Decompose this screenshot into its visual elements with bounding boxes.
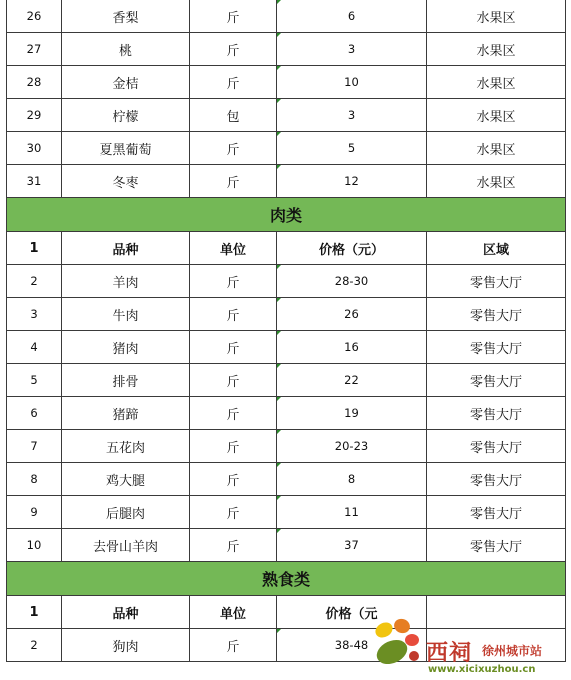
cell-no[interactable]: 4 <box>6 331 61 363</box>
table-row <box>6 265 566 298</box>
table-header-row <box>6 232 566 265</box>
cell-no[interactable]: 8 <box>6 463 61 495</box>
cell-name[interactable]: 猪蹄 <box>61 397 189 429</box>
cell-name[interactable]: 牛肉 <box>61 298 189 330</box>
table-row <box>6 463 566 496</box>
cell-price[interactable]: 8 <box>276 463 426 495</box>
cell-name[interactable]: 狗肉 <box>61 629 189 661</box>
cell-no[interactable]: 5 <box>6 364 61 396</box>
watermark <box>368 612 568 680</box>
cell-no[interactable]: 28 <box>6 66 61 98</box>
cell-name[interactable]: 冬枣 <box>61 165 189 197</box>
cell-area[interactable]: 水果区 <box>426 132 566 164</box>
cell-area[interactable]: 水果区 <box>426 66 566 98</box>
cell-name[interactable]: 后腿肉 <box>61 496 189 528</box>
cell-area[interactable]: 零售大厅 <box>426 496 566 528</box>
cell-no[interactable]: 1 <box>6 596 61 628</box>
cell-unit[interactable]: 斤 <box>189 33 276 65</box>
cell-name[interactable]: 香梨 <box>61 0 189 32</box>
cell-name[interactable]: 桃 <box>61 33 189 65</box>
cell-name[interactable]: 夏黑葡萄 <box>61 132 189 164</box>
table-row <box>6 529 566 562</box>
cell-price[interactable]: 价格（元） <box>276 232 426 264</box>
cell-unit[interactable]: 斤 <box>189 397 276 429</box>
section-title-cooked: 熟食类 <box>6 562 566 596</box>
cell-unit[interactable]: 斤 <box>189 0 276 32</box>
cell-no[interactable]: 6 <box>6 397 61 429</box>
cell-area[interactable]: 零售大厅 <box>426 265 566 297</box>
cell-name[interactable]: 羊肉 <box>61 265 189 297</box>
cell-price[interactable]: 12 <box>276 165 426 197</box>
cell-no[interactable]: 2 <box>6 265 61 297</box>
cell-price[interactable]: 3 <box>276 99 426 131</box>
cell-price[interactable]: 20-23 <box>276 430 426 462</box>
cell-price[interactable]: 10 <box>276 66 426 98</box>
table-row <box>6 496 566 529</box>
cell-no[interactable]: 26 <box>6 0 61 32</box>
cell-no[interactable]: 7 <box>6 430 61 462</box>
cell-name[interactable]: 品种 <box>61 232 189 264</box>
cell-price[interactable]: 37 <box>276 529 426 561</box>
section-title-meat: 肉类 <box>6 198 566 232</box>
table-row <box>6 397 566 430</box>
cell-price[interactable]: 19 <box>276 397 426 429</box>
table-row <box>6 0 566 33</box>
cell-name[interactable]: 五花肉 <box>61 430 189 462</box>
cell-area[interactable]: 零售大厅 <box>426 463 566 495</box>
cell-name[interactable]: 排骨 <box>61 364 189 396</box>
table-row <box>6 66 566 99</box>
cell-area[interactable]: 零售大厅 <box>426 298 566 330</box>
cell-area[interactable]: 零售大厅 <box>426 529 566 561</box>
cell-no[interactable]: 9 <box>6 496 61 528</box>
cell-price[interactable]: 价格（元 <box>276 596 426 628</box>
cell-area[interactable]: 零售大厅 <box>426 430 566 462</box>
cell-name[interactable]: 鸡大腿 <box>61 463 189 495</box>
cell-no[interactable]: 30 <box>6 132 61 164</box>
cell-price[interactable]: 26 <box>276 298 426 330</box>
watermark-url: www.xicixuzhou.cn <box>428 664 536 675</box>
cell-area[interactable]: 水果区 <box>426 0 566 32</box>
cell-price[interactable]: 38-48 <box>276 629 426 661</box>
cell-price[interactable]: 5 <box>276 132 426 164</box>
cell-name[interactable]: 猪肉 <box>61 331 189 363</box>
cell-name[interactable]: 去骨山羊肉 <box>61 529 189 561</box>
cell-no[interactable]: 27 <box>6 33 61 65</box>
cell-price[interactable]: 16 <box>276 331 426 363</box>
table-row <box>6 364 566 397</box>
cell-area[interactable]: 水果区 <box>426 165 566 197</box>
cell-area[interactable]: 水果区 <box>426 33 566 65</box>
cell-area[interactable]: 零售大厅 <box>426 331 566 363</box>
cell-unit[interactable]: 斤 <box>189 265 276 297</box>
cell-unit[interactable]: 斤 <box>189 132 276 164</box>
cell-unit[interactable]: 斤 <box>189 529 276 561</box>
cell-unit[interactable]: 斤 <box>189 165 276 197</box>
cell-unit[interactable]: 斤 <box>189 331 276 363</box>
cell-no[interactable]: 10 <box>6 529 61 561</box>
cell-price[interactable]: 6 <box>276 0 426 32</box>
table-row <box>6 33 566 66</box>
table-row <box>6 165 566 198</box>
cell-area[interactable]: 区域 <box>426 232 566 264</box>
price-table <box>6 0 566 662</box>
cell-unit[interactable]: 斤 <box>189 298 276 330</box>
watermark-title: 西祠 <box>426 640 473 666</box>
table-row <box>6 430 566 463</box>
table-row <box>6 298 566 331</box>
cell-name[interactable]: 金桔 <box>61 66 189 98</box>
cell-unit[interactable]: 斤 <box>189 364 276 396</box>
cell-unit[interactable]: 包 <box>189 99 276 131</box>
cell-unit[interactable]: 斤 <box>189 496 276 528</box>
watermark-subtitle: 徐州城市站 <box>482 644 543 658</box>
cell-unit[interactable]: 斤 <box>189 66 276 98</box>
cell-unit[interactable]: 单位 <box>189 232 276 264</box>
cell-area[interactable]: 水果区 <box>426 99 566 131</box>
cell-unit[interactable]: 单位 <box>189 596 276 628</box>
cell-unit[interactable]: 斤 <box>189 629 276 661</box>
cell-no[interactable]: 2 <box>6 629 61 661</box>
cell-name[interactable]: 柠檬 <box>61 99 189 131</box>
table-row <box>6 331 566 364</box>
cell-price[interactable]: 22 <box>276 364 426 396</box>
cell-area[interactable]: 零售大厅 <box>426 364 566 396</box>
cell-unit[interactable]: 斤 <box>189 463 276 495</box>
table-row <box>6 132 566 165</box>
xici-logo-icon <box>368 612 428 672</box>
cell-price[interactable]: 3 <box>276 33 426 65</box>
table-row <box>6 99 566 132</box>
cell-no[interactable]: 3 <box>6 298 61 330</box>
cell-area[interactable]: 零售大厅 <box>426 397 566 429</box>
cell-price[interactable]: 11 <box>276 496 426 528</box>
cell-name[interactable]: 品种 <box>61 596 189 628</box>
cell-price[interactable]: 28-30 <box>276 265 426 297</box>
cell-unit[interactable]: 斤 <box>189 430 276 462</box>
cell-no[interactable]: 31 <box>6 165 61 197</box>
cell-no[interactable]: 1 <box>6 232 61 264</box>
cell-no[interactable]: 29 <box>6 99 61 131</box>
